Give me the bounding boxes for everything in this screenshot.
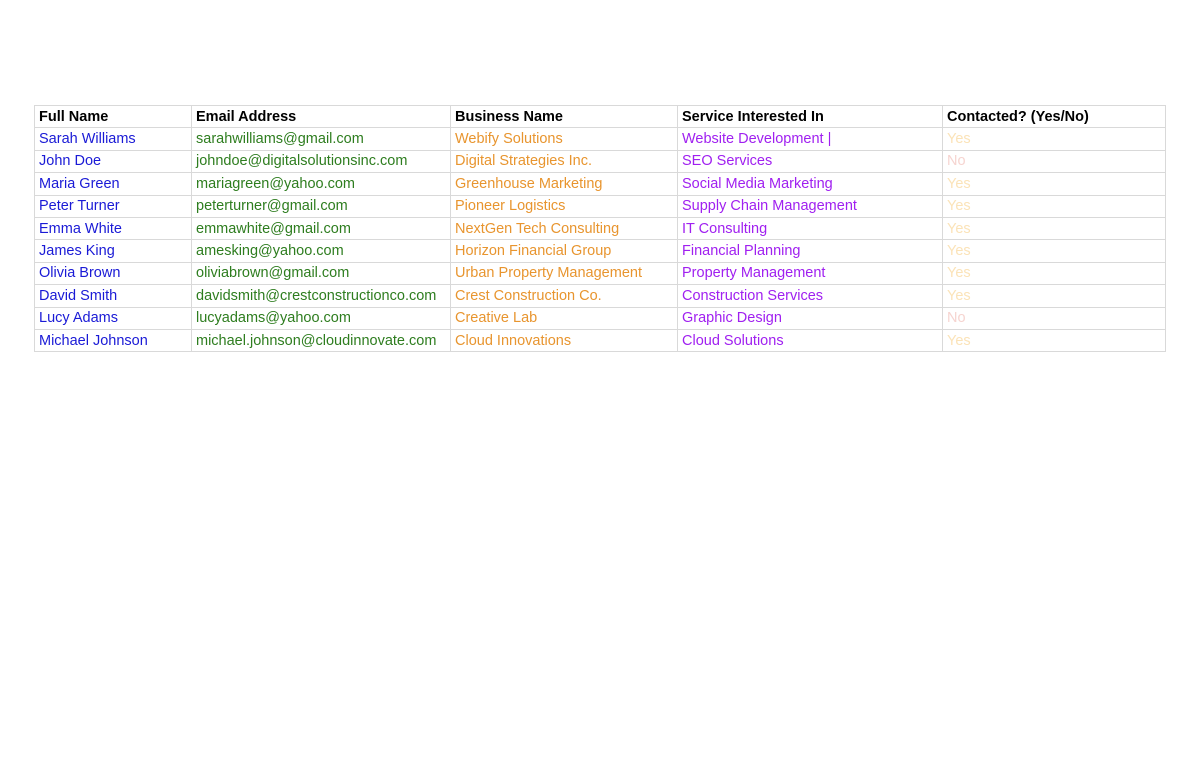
cell-contacted[interactable]: No <box>943 307 1166 329</box>
cell-full-name[interactable]: Emma White <box>35 217 192 239</box>
cell-email-address[interactable]: johndoe@digitalsolutionsinc.com <box>192 150 451 172</box>
table-row <box>35 173 1166 195</box>
table-row <box>35 285 1166 307</box>
table-body <box>35 128 1166 352</box>
cell-service-interested[interactable]: Website Development | <box>678 128 943 150</box>
cell-contacted[interactable]: Yes <box>943 329 1166 351</box>
cell-business-name[interactable]: Crest Construction Co. <box>451 285 678 307</box>
cell-business-name[interactable]: Creative Lab <box>451 307 678 329</box>
cell-email-address[interactable]: lucyadams@yahoo.com <box>192 307 451 329</box>
cell-business-name[interactable]: Greenhouse Marketing <box>451 173 678 195</box>
cell-full-name[interactable]: Olivia Brown <box>35 262 192 284</box>
cell-email-address[interactable]: emmawhite@gmail.com <box>192 217 451 239</box>
cell-contacted[interactable]: Yes <box>943 173 1166 195</box>
cell-business-name[interactable]: Horizon Financial Group <box>451 240 678 262</box>
header-service-interested[interactable]: Service Interested In <box>678 106 943 128</box>
cell-email-address[interactable]: michael.johnson@cloudinnovate.com <box>192 329 451 351</box>
cell-business-name[interactable]: Pioneer Logistics <box>451 195 678 217</box>
cell-service-interested[interactable]: Graphic Design <box>678 307 943 329</box>
cell-service-interested[interactable]: IT Consulting <box>678 217 943 239</box>
cell-business-name[interactable]: Webify Solutions <box>451 128 678 150</box>
cell-business-name[interactable]: Cloud Innovations <box>451 329 678 351</box>
header-business-name[interactable]: Business Name <box>451 106 678 128</box>
cell-service-interested[interactable]: Financial Planning <box>678 240 943 262</box>
cell-service-interested[interactable]: SEO Services <box>678 150 943 172</box>
cell-email-address[interactable]: oliviabrown@gmail.com <box>192 262 451 284</box>
cell-business-name[interactable]: NextGen Tech Consulting <box>451 217 678 239</box>
table-row <box>35 217 1166 239</box>
table-row <box>35 128 1166 150</box>
cell-email-address[interactable]: sarahwilliams@gmail.com <box>192 128 451 150</box>
cell-contacted[interactable]: Yes <box>943 240 1166 262</box>
cell-business-name[interactable]: Urban Property Management <box>451 262 678 284</box>
cell-contacted[interactable]: Yes <box>943 217 1166 239</box>
cell-full-name[interactable]: Lucy Adams <box>35 307 192 329</box>
cell-service-interested[interactable]: Supply Chain Management <box>678 195 943 217</box>
cell-service-interested[interactable]: Social Media Marketing <box>678 173 943 195</box>
cell-email-address[interactable]: peterturner@gmail.com <box>192 195 451 217</box>
cell-full-name[interactable]: David Smith <box>35 285 192 307</box>
cell-email-address[interactable]: mariagreen@yahoo.com <box>192 173 451 195</box>
cell-full-name[interactable]: Sarah Williams <box>35 128 192 150</box>
table-row <box>35 329 1166 351</box>
cell-full-name[interactable]: Peter Turner <box>35 195 192 217</box>
contacts-table <box>34 105 1166 352</box>
cell-contacted[interactable]: Yes <box>943 128 1166 150</box>
header-contacted[interactable]: Contacted? (Yes/No) <box>943 106 1166 128</box>
cell-contacted[interactable]: Yes <box>943 285 1166 307</box>
cell-service-interested[interactable]: Construction Services <box>678 285 943 307</box>
header-full-name[interactable]: Full Name <box>35 106 192 128</box>
cell-email-address[interactable]: davidsmith@crestconstructionco.com <box>192 285 451 307</box>
table-row <box>35 307 1166 329</box>
cell-full-name[interactable]: Michael Johnson <box>35 329 192 351</box>
cell-contacted[interactable]: No <box>943 150 1166 172</box>
header-email-address[interactable]: Email Address <box>192 106 451 128</box>
cell-full-name[interactable]: Maria Green <box>35 173 192 195</box>
cell-business-name[interactable]: Digital Strategies Inc. <box>451 150 678 172</box>
table-row <box>35 240 1166 262</box>
cell-full-name[interactable]: James King <box>35 240 192 262</box>
cell-service-interested[interactable]: Property Management <box>678 262 943 284</box>
cell-contacted[interactable]: Yes <box>943 262 1166 284</box>
cell-service-interested[interactable]: Cloud Solutions <box>678 329 943 351</box>
table-row <box>35 195 1166 217</box>
header-row <box>35 106 1166 128</box>
table-row <box>35 262 1166 284</box>
cell-full-name[interactable]: John Doe <box>35 150 192 172</box>
table-row <box>35 150 1166 172</box>
cell-email-address[interactable]: amesking@yahoo.com <box>192 240 451 262</box>
cell-contacted[interactable]: Yes <box>943 195 1166 217</box>
